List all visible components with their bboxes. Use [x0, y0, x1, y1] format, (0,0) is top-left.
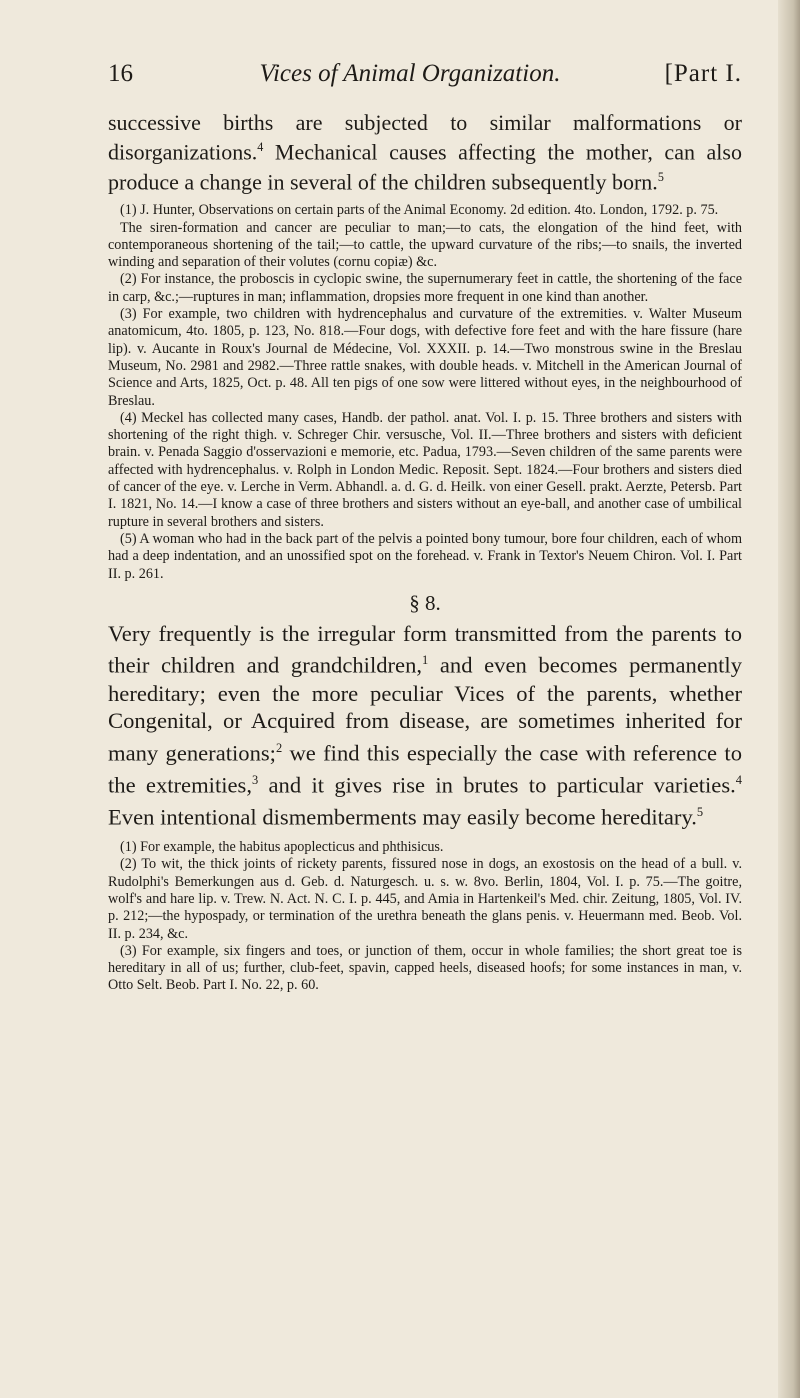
- page-number: 16: [108, 60, 133, 87]
- running-title: Vices of Animal Organization.: [259, 60, 561, 87]
- footnote: (2) For instance, the proboscis in cyclopic swine, the supernumerary feet in cattle, the shortening of the face in carp, &c.;—ruptures in man; inflammation, dropsies more frequent in one kind than another.: [108, 271, 742, 305]
- footnotes-block-1: [108, 202, 742, 583]
- footnote-ref: 3: [251, 772, 259, 787]
- footnote-ref: 5: [657, 169, 664, 184]
- footnote-ref: 4: [257, 140, 264, 155]
- footnote: (3) For example, two children with hydrencephalus and curvature of the extremities. v. Walter Museum anatomicum, 4to. 1805, p. 123, No. 818.—Four dogs, with defective fore feet and with the hare fissure (hare lip). v. Aucante in Roux's Journal de Médecine, Vol. XXXII. p. 14.—Two monstrous swine in the Breslau Museum, No. 2981 and 2982.—Three rattle snakes, with double heads. v. Mitchell in the American Journal of Science and Arts, 1825, Oct. p. 48. All ten pigs of one sow were littered without eyes, in the neighbourhood of Breslau.: [108, 306, 742, 409]
- footnote-ref: 5: [696, 804, 704, 819]
- footnote-ref: 1: [422, 653, 429, 668]
- footnote: The siren-formation and cancer are peculiar to man;—to cats, the elongation of the hind feet, with contemporaneous shortening of the tail;—to cattle, the upward curvature of the ribs;—to snails, the inverted winding and separation of their volutes (cornu copiæ) &c.: [108, 219, 742, 271]
- footnote: (1) J. Hunter, Observations on certain parts of the Animal Economy. 2d edition. 4to. London, 1792. p. 75.: [120, 202, 719, 219]
- running-header: [108, 60, 742, 88]
- section-heading: § 8.: [409, 590, 441, 615]
- footnote: (1) For example, the habitus apoplecticus and phthisicus.: [120, 839, 444, 856]
- paragraph-1-text-2: Mechanical causes affecting the mother, can also produce a change in several of the children subsequently born.: [108, 139, 742, 195]
- paragraph-2-text: we find this especially the case with reference to the extremities,: [108, 740, 742, 798]
- paragraph-1: [108, 110, 742, 194]
- paragraph-2-text: Even intentional dismemberments may easily become hereditary.: [108, 804, 697, 830]
- footnote: (2) To wit, the thick joints of rickety parents, fissured nose in dogs, an exostosis on the head of a bull. v. Rudolphi's Bemerkungen aus d. Geb. d. Naturgesch. u. s. w. 8vo. Berlin, 1804, Vol. I. p. 75.—The goitre, wolf's and hare lip. v. Trew. N. Act. N. C. I. p. 445, and Amia in Hartenkeil's Med. chir. Zeitung, 1805, Vol. IV. p. 212;—the hypospady, or termination of the urethra beneath the glans penis. v. Heuermann med. Beob. Vol. II. p. 234, &c.: [108, 856, 742, 942]
- footnote: (3) For example, six fingers and toes, or junction of them, occur in whole families; the short great toe is hereditary in all of us; further, club-feet, spavin, capped heels, diseased hoofs; for some instances in man, v. Otto Selt. Beob. Part I. No. 22, p. 60.: [108, 942, 742, 994]
- paragraph-2-text: and even becomes permanently hereditary; even the more peculiar Vices of the parents, whether Congenital, or Acquired from disease, are sometimes inherited for many generations;: [108, 652, 742, 766]
- paragraph-1-text: successive births are subjected to similar malformations or disorganizations.: [108, 110, 742, 165]
- footnote-ref: 4: [735, 772, 742, 787]
- part-label: [Part I.: [664, 60, 742, 87]
- paragraph-2: [108, 620, 742, 831]
- page-edge-shadow: [778, 0, 800, 1398]
- footnotes-block-2: [108, 839, 742, 995]
- footnote-ref: 2: [275, 740, 283, 755]
- footnote: (5) A woman who had in the back part of the pelvis a pointed bony tumour, bore four children, each of whom had a deep indentation, and an unossified spot on the forehead. v. Frank in Textor's Neuem Chiron. Vol. I. Part II. p. 261.: [108, 530, 742, 582]
- footnote: (4) Meckel has collected many cases, Handb. der pathol. anat. Vol. I. p. 15. Three brothers and sisters with shortening of the right thigh. v. Schreger Chir. versusche, Vol. II.—Three brothers and sisters with deficient brain. v. Penada Saggio d'osservazioni e memorie, etc. Padua, 1793.—Seven children of the same parents were affected with hydrencephalus. v. Rolph in London Medic. Reposit. Sept. 1824.—Four brothers and sisters died of cancer of the eye. v. Lerche in Verm. Abhandl. a. d. G. d. Heilk. von einer Gesell. prakt. Aerzte, Petersb. Part I. 1821, No. 14.—I know a case of three brothers and sisters without an eye-ball, and another case of umbilical rupture in several brothers and sisters.: [108, 409, 742, 530]
- paragraph-2-text: Very frequently is the irregular form transmitted from the parents to their children and grandchildren,: [108, 620, 742, 678]
- paragraph-2-text: and it gives rise in brutes to particular varieties.: [258, 772, 736, 798]
